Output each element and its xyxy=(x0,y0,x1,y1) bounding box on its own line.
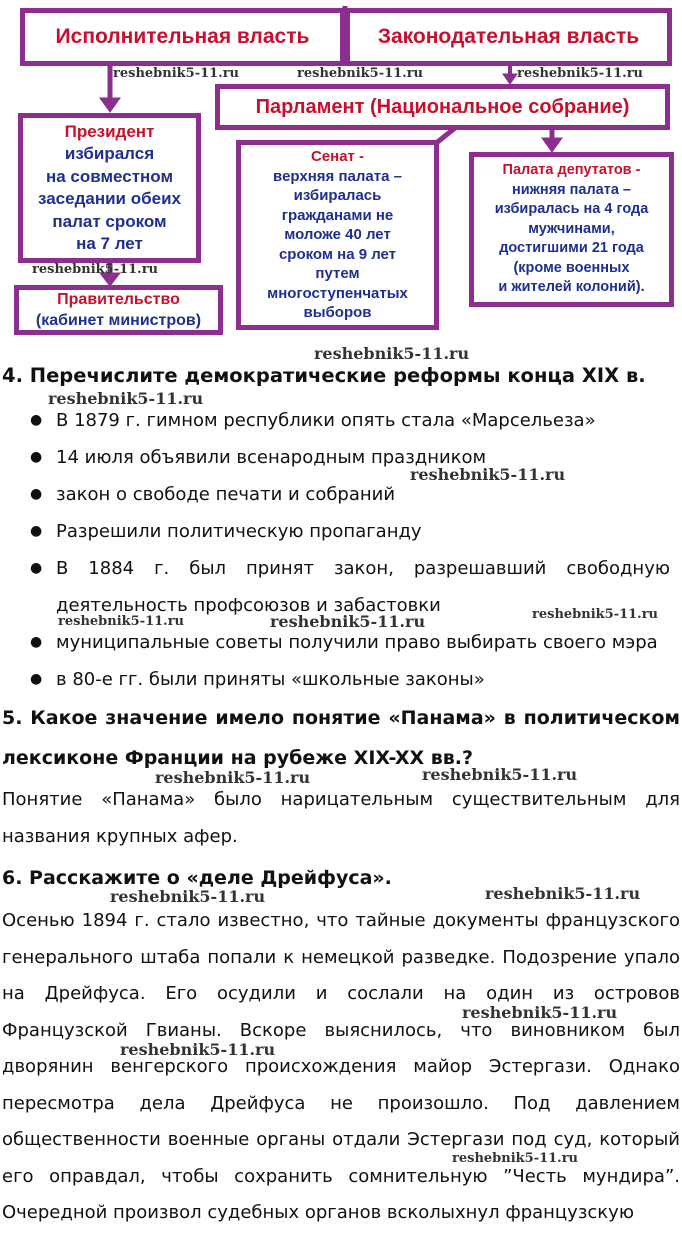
watermark: reshebnik5-11.ru xyxy=(120,1040,276,1059)
watermark: reshebnik5-11.ru xyxy=(155,768,311,787)
senate-line: выборов xyxy=(303,304,372,322)
parliament-label: Парламент (Национальное собрание) xyxy=(255,95,630,118)
senate-title: Сенат - xyxy=(310,148,365,166)
government-box xyxy=(14,285,223,335)
deputies-line: избиралась на 4 года xyxy=(494,201,649,218)
executive-power-box xyxy=(20,8,345,66)
watermark: reshebnik5-11.ru xyxy=(517,66,644,81)
watermark: reshebnik5-11.ru xyxy=(314,344,470,363)
watermark: reshebnik5-11.ru xyxy=(462,1003,618,1022)
watermark: reshebnik5-11.ru xyxy=(422,765,578,784)
parliament-box xyxy=(215,84,670,130)
watermark: reshebnik5-11.ru xyxy=(270,612,426,631)
senate-line: избиралась xyxy=(293,187,382,205)
watermark: reshebnik5-11.ru xyxy=(58,614,185,629)
president-line: заседании обеих xyxy=(38,189,181,208)
watermark: reshebnik5-11.ru xyxy=(410,465,566,484)
senate-line: сроком на 9 лет xyxy=(278,245,397,263)
reforms-list xyxy=(30,402,670,698)
watermark: reshebnik5-11.ru xyxy=(32,262,159,277)
deputies-line: и жителей колоний). xyxy=(498,279,645,296)
watermark: reshebnik5-11.ru xyxy=(113,66,240,81)
deputies-line: (кроме военных xyxy=(513,259,630,276)
senate-box xyxy=(236,140,439,330)
watermark: reshebnik5-11.ru xyxy=(110,887,266,906)
deputies-title: Палата депутатов - xyxy=(502,162,641,179)
president-line: избирался xyxy=(64,144,155,163)
president-line: палат сроком xyxy=(52,211,167,231)
senate-line: верхняя палата – xyxy=(273,167,402,185)
q6-heading: 6. Расскажите о «деле Дрейфуса». xyxy=(2,867,392,889)
q6-answer: Осенью 1894 г. стало известно, что тайные документы французского генерального штаба попали к немецкой разведке. Подозрение упало на Дрейфуса. Его осудили и сослали на один из островов Французской Гвианы. Вскоре выяснилось, что виновником был дворянин венгерского происхождения майор Эстергази. Однако пересмотра дела Дрейфуса не произошло. Под давлением общественности военные органы отдали Эстергази под суд, который его оправдал, чтобы сохранить сомнительную ”Честь мундира”. Очередной произвол судебных органов всколыхнул французскую xyxy=(2,910,680,1223)
list-item: ● муниципальные советы получили право выбирать своего мэра xyxy=(30,624,670,661)
executive-power-label: Исполнительная власть xyxy=(55,25,310,48)
list-item: ● 14 июля объявили всенародным праздником xyxy=(30,439,670,476)
list-item: ● Разрешили политическую пропаганду xyxy=(30,513,670,550)
deputies-line: достигшими 21 года xyxy=(499,240,644,257)
watermark: reshebnik5-11.ru xyxy=(452,1151,579,1166)
senate-line: путем xyxy=(315,265,360,283)
list-item: ● в 80-е гг. были приняты «школьные законы» xyxy=(30,661,670,698)
watermark: reshebnik5-11.ru xyxy=(48,389,204,408)
list-item: ● В 1879 г. гимном республики опять стала «Марсельеза» xyxy=(30,402,670,439)
list-item: ● В 1884 г. был принят закон, разрешавший свободную деятельность профсоюзов и забастовки xyxy=(30,550,670,624)
president-box xyxy=(18,113,201,263)
government-subtitle: (кабинет министров) xyxy=(35,312,202,329)
president-title: Президент xyxy=(64,121,155,141)
government-title: Правительство xyxy=(57,291,180,308)
q5-heading: 5. Какое значение имело понятие «Панама» в политическом лексиконе Франции на рубеже XIX-XX вв.? xyxy=(2,707,680,769)
deputies-line: мужчинами, xyxy=(528,220,615,237)
deputies-line: нижняя палата – xyxy=(511,181,632,198)
deputies-box xyxy=(469,152,674,307)
list-item: ● закон о свободе печати и собраний xyxy=(30,476,670,513)
watermark: reshebnik5-11.ru xyxy=(485,884,641,903)
legislative-power-box xyxy=(345,8,672,66)
senate-line: гражданами не xyxy=(281,206,394,224)
senate-line: моложе 40 лет xyxy=(284,226,391,244)
q5-answer: Понятие «Панама» было нарицательным существительным для названия крупных афер. xyxy=(2,789,680,847)
legislative-power-label: Законодательная власть xyxy=(377,25,640,48)
president-line: на совместном xyxy=(45,166,174,186)
president-line: на 7 лет xyxy=(76,234,143,253)
watermark: reshebnik5-11.ru xyxy=(297,66,424,81)
q4-heading: 4. Перечислите демократические реформы конца XIX в. xyxy=(2,364,646,387)
watermark: reshebnik5-11.ru xyxy=(532,607,659,622)
senate-line: многоступенчатых xyxy=(267,284,408,302)
